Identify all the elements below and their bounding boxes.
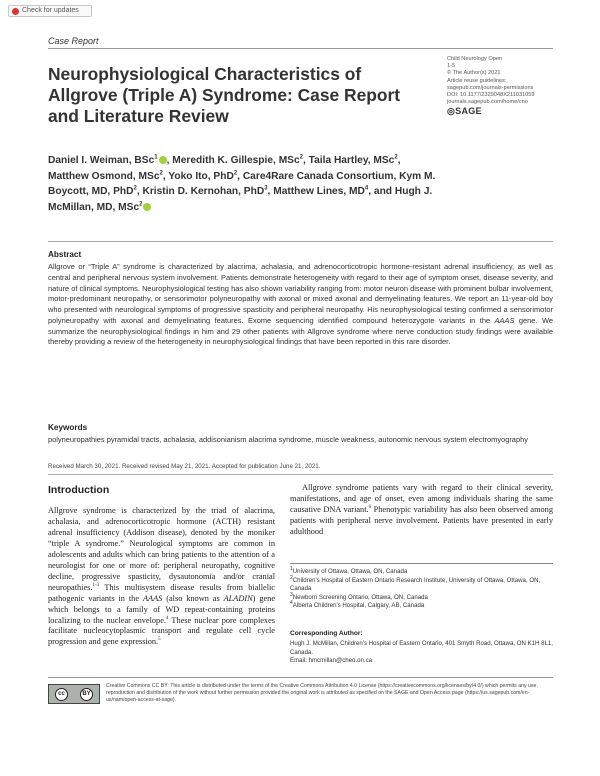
citation-marker[interactable]: 5 [158, 637, 161, 643]
author-name: Kristin D. Kernohan, PhD [142, 186, 265, 198]
author-separator: , and [368, 186, 395, 198]
cc-icon: cc [55, 688, 68, 701]
affiliations [290, 565, 553, 611]
author-name: Hugh J. McMillan, MD, MSc [48, 186, 433, 214]
author-affiliation-marker: 4 [364, 186, 369, 193]
author-separator: , [237, 170, 243, 182]
introduction-column-1: Allgrove syndrome is characterized by the triad of alacrima, achalasia, and adrenocorticotropic hormone (ACTH) resistant adrenal insufficiency (Addison disease), denoted by the moniker “triple A syndrome.” Neurological symptoms are common in adolescents and adults which can bring patients to the attention of a neurologist for one or more of: peripheral neuropathy, cognitive decline, progressive spasticity, dysautonomia and/or cranial neuropathies.$^{1-3}$ This multisystem disease results from biallelic pathogenic variants in the AAAS (also known as ALADIN) gene which belongs to a family of WD repeat-containing proteins localizing to the nuclear envelope.$^4$ These nuclear pore complexes facilitate nucleocytoplasmic transport and regulate cell cycle progression and gene expression.$^5$ [48, 506, 276, 647]
introduction-heading: Introduction [48, 484, 110, 496]
affiliations-divider [290, 563, 553, 564]
author-separator: , [267, 186, 274, 198]
author-name: Taila Hartley, MSc [308, 155, 395, 166]
article-title: Neurophysiological Characteristics of Allgrove (Triple A) Syndrome: Case Report and Literature Review [48, 64, 401, 126]
journal-url[interactable]: journals.sagepub.com/home/cno [447, 99, 528, 106]
citation-marker[interactable]: 1-3 [92, 582, 100, 588]
affiliation-item: $^1$University of Ottawa, Ottawa, ON, Canada [290, 565, 408, 575]
author-list [48, 153, 443, 216]
author-name: Care4Rare Canada Consortium [242, 170, 394, 182]
author-affiliation-marker: 3 [264, 186, 268, 193]
author-affiliation-marker: 1 [154, 154, 158, 161]
author-separator: , [166, 155, 173, 166]
affiliation-number: 1 [290, 565, 293, 572]
authors-divider [48, 241, 553, 242]
corresponding-address: Hugh J. McMillan, Children's Hospital of Eastern Ontario, 401 Smyth Road, Ottawa, ON K1H 8L1, Canada. [290, 640, 553, 656]
gene-name: AAAS [142, 593, 163, 603]
affiliation-item: $^2$Children's Hospital of Eastern Ontario Research Institute, University of Ottawa, Ottawa, ON, Canada [290, 574, 541, 592]
license-divider [48, 677, 553, 678]
keywords-heading: Keywords [48, 423, 88, 432]
author-affiliation-marker: 2 [233, 170, 238, 177]
author-separator: , [393, 170, 400, 182]
corresponding-author-details [290, 640, 553, 666]
reuse-link[interactable]: sagepub.com/journals-permissions [447, 84, 534, 91]
author-name: Yoko Ito, PhD [168, 170, 234, 182]
corresponding-email[interactable]: Email: hmcmillan@cheo.on.ca [290, 657, 373, 664]
doi[interactable]: DOI: 10.1177/2329048X211031059 [447, 92, 535, 99]
author-affiliation-marker: 2 [299, 154, 303, 161]
gene-name: AAAS [494, 315, 515, 325]
citation-marker[interactable]: 4 [165, 615, 169, 621]
author-name: Matthew Osmond, MSc [48, 170, 160, 182]
sage-icon: ◎ [447, 106, 456, 117]
author-name: Daniel I. Weiman, BSc [48, 155, 155, 166]
crossmark-icon [12, 8, 19, 15]
author-name: Matthew Lines, MD [273, 186, 365, 198]
author-affiliation-marker: 2 [133, 186, 137, 193]
publication-dates: Received March 30, 2021. Received revised May 21, 2021. Accepted for publication June 21, 2021. [48, 463, 321, 470]
license-text: Creative Commons CC BY: This article is distributed under the terms of the Creative Commons Attribution 4.0 License (https://creativecommons.org/licenses/by/4.0/) which permits any use, reproduction and distribution of the work without further permission provided the original work is attributed as specified on the SAGE and Open Access page (https://us.sagepub.com/en-us/nam/open-access-at-sage). [106, 683, 538, 704]
author-separator: , [162, 170, 169, 182]
introduction-column-2: Allgrove syndrome patients vary with regard to their clinical severity, manifestations, and age of onset, even among individuals sharing the same causative DNA variant.$^6$ Phenotypic variability has also been observed among patients with peripheral nerve involvement. Patients have presented in early adulthood [290, 483, 553, 536]
cc-by-badge[interactable] [48, 684, 100, 704]
check-updates-label: Check for updates [22, 7, 79, 14]
abstract-heading: Abstract [48, 250, 82, 259]
author-name: Kym M. Boycott, MD, PhD [48, 170, 436, 198]
page-range: 1-5 [447, 63, 456, 70]
author-name: Meredith K. Gillespie, MSc [172, 155, 300, 166]
by-icon: BY [80, 688, 93, 701]
citation-marker[interactable]: 6 [368, 505, 372, 511]
check-for-updates-badge[interactable] [8, 5, 92, 17]
author-affiliation-marker: 2 [139, 201, 143, 208]
author-affiliation-marker: 2 [394, 154, 398, 161]
affiliation-item: $^4$Alberta Children's Hospital, Calgary, AB, Canada [290, 599, 425, 609]
sage-logo: ◎SAGE [447, 106, 482, 117]
affiliation-item: $^3$Newborn Screening Ontario, Ottawa, ON, Canada [290, 591, 428, 601]
orcid-icon[interactable] [159, 156, 167, 164]
author-affiliation-marker: 2 [159, 170, 163, 177]
journal-name: Child Neurology Open [447, 56, 503, 62]
orcid-icon[interactable] [143, 203, 151, 211]
reuse-label: Article reuse guidelines: [447, 77, 507, 84]
affiliation-number: 2 [290, 574, 293, 581]
affiliation-number: 3 [290, 591, 293, 598]
author-separator: , [136, 186, 143, 198]
abstract-text: Allgrove or “Triple A” syndrome is characterized by alacrima, achalasia, and adrenocorticotropic hormone-resistant adrenal insufficiency, as well as central and peripheral nervous system involvement. Patients demonstrate heterogeneity with regard to their age of symptom onset, disease severity, and nature of clinical symptoms. Neurophysiological testing has also shown variability ranging from: motor neuron disease with prominent bulbar involvement, motor-predominant neuropathy, or sensorimotor polyneuropathy with axonal or mixed axonal and demyelinating features. We report an 11-year-old boy who presented with neurological symptoms of progressive spasticity and peripheral neuropathy. His neurophysiological testing confirmed a sensorimotor polyneuropathy with axonal and demyelinating features. Exome sequencing identified compound heterozygote variants in the AAAS gene. We summarize the neurophysiological findings in him and 29 other patients with Allgrove syndrome where nerve conduction study findings were available thereby providing a review of the heterogeneity in neurophysiological findings that have been reported in this rare disorder. [48, 262, 553, 347]
keywords-text: polyneuropathies pyramidal tracts, achalasia, addisonianism alacrima syndrome, muscle weakness, autonomic nervous system electromyography [48, 435, 528, 444]
corresponding-author-heading: Corresponding Author: [290, 630, 363, 637]
copyright: © The Author(s) 2021 [447, 70, 501, 77]
header-divider [48, 48, 553, 49]
journal-meta [447, 56, 557, 116]
body-divider [48, 474, 553, 475]
article-type-label: Case Report [48, 36, 99, 46]
gene-name: ALADIN [223, 593, 253, 603]
author-separator: , [302, 155, 309, 166]
author-separator: , [397, 155, 401, 166]
affiliation-number: 4 [290, 599, 293, 606]
